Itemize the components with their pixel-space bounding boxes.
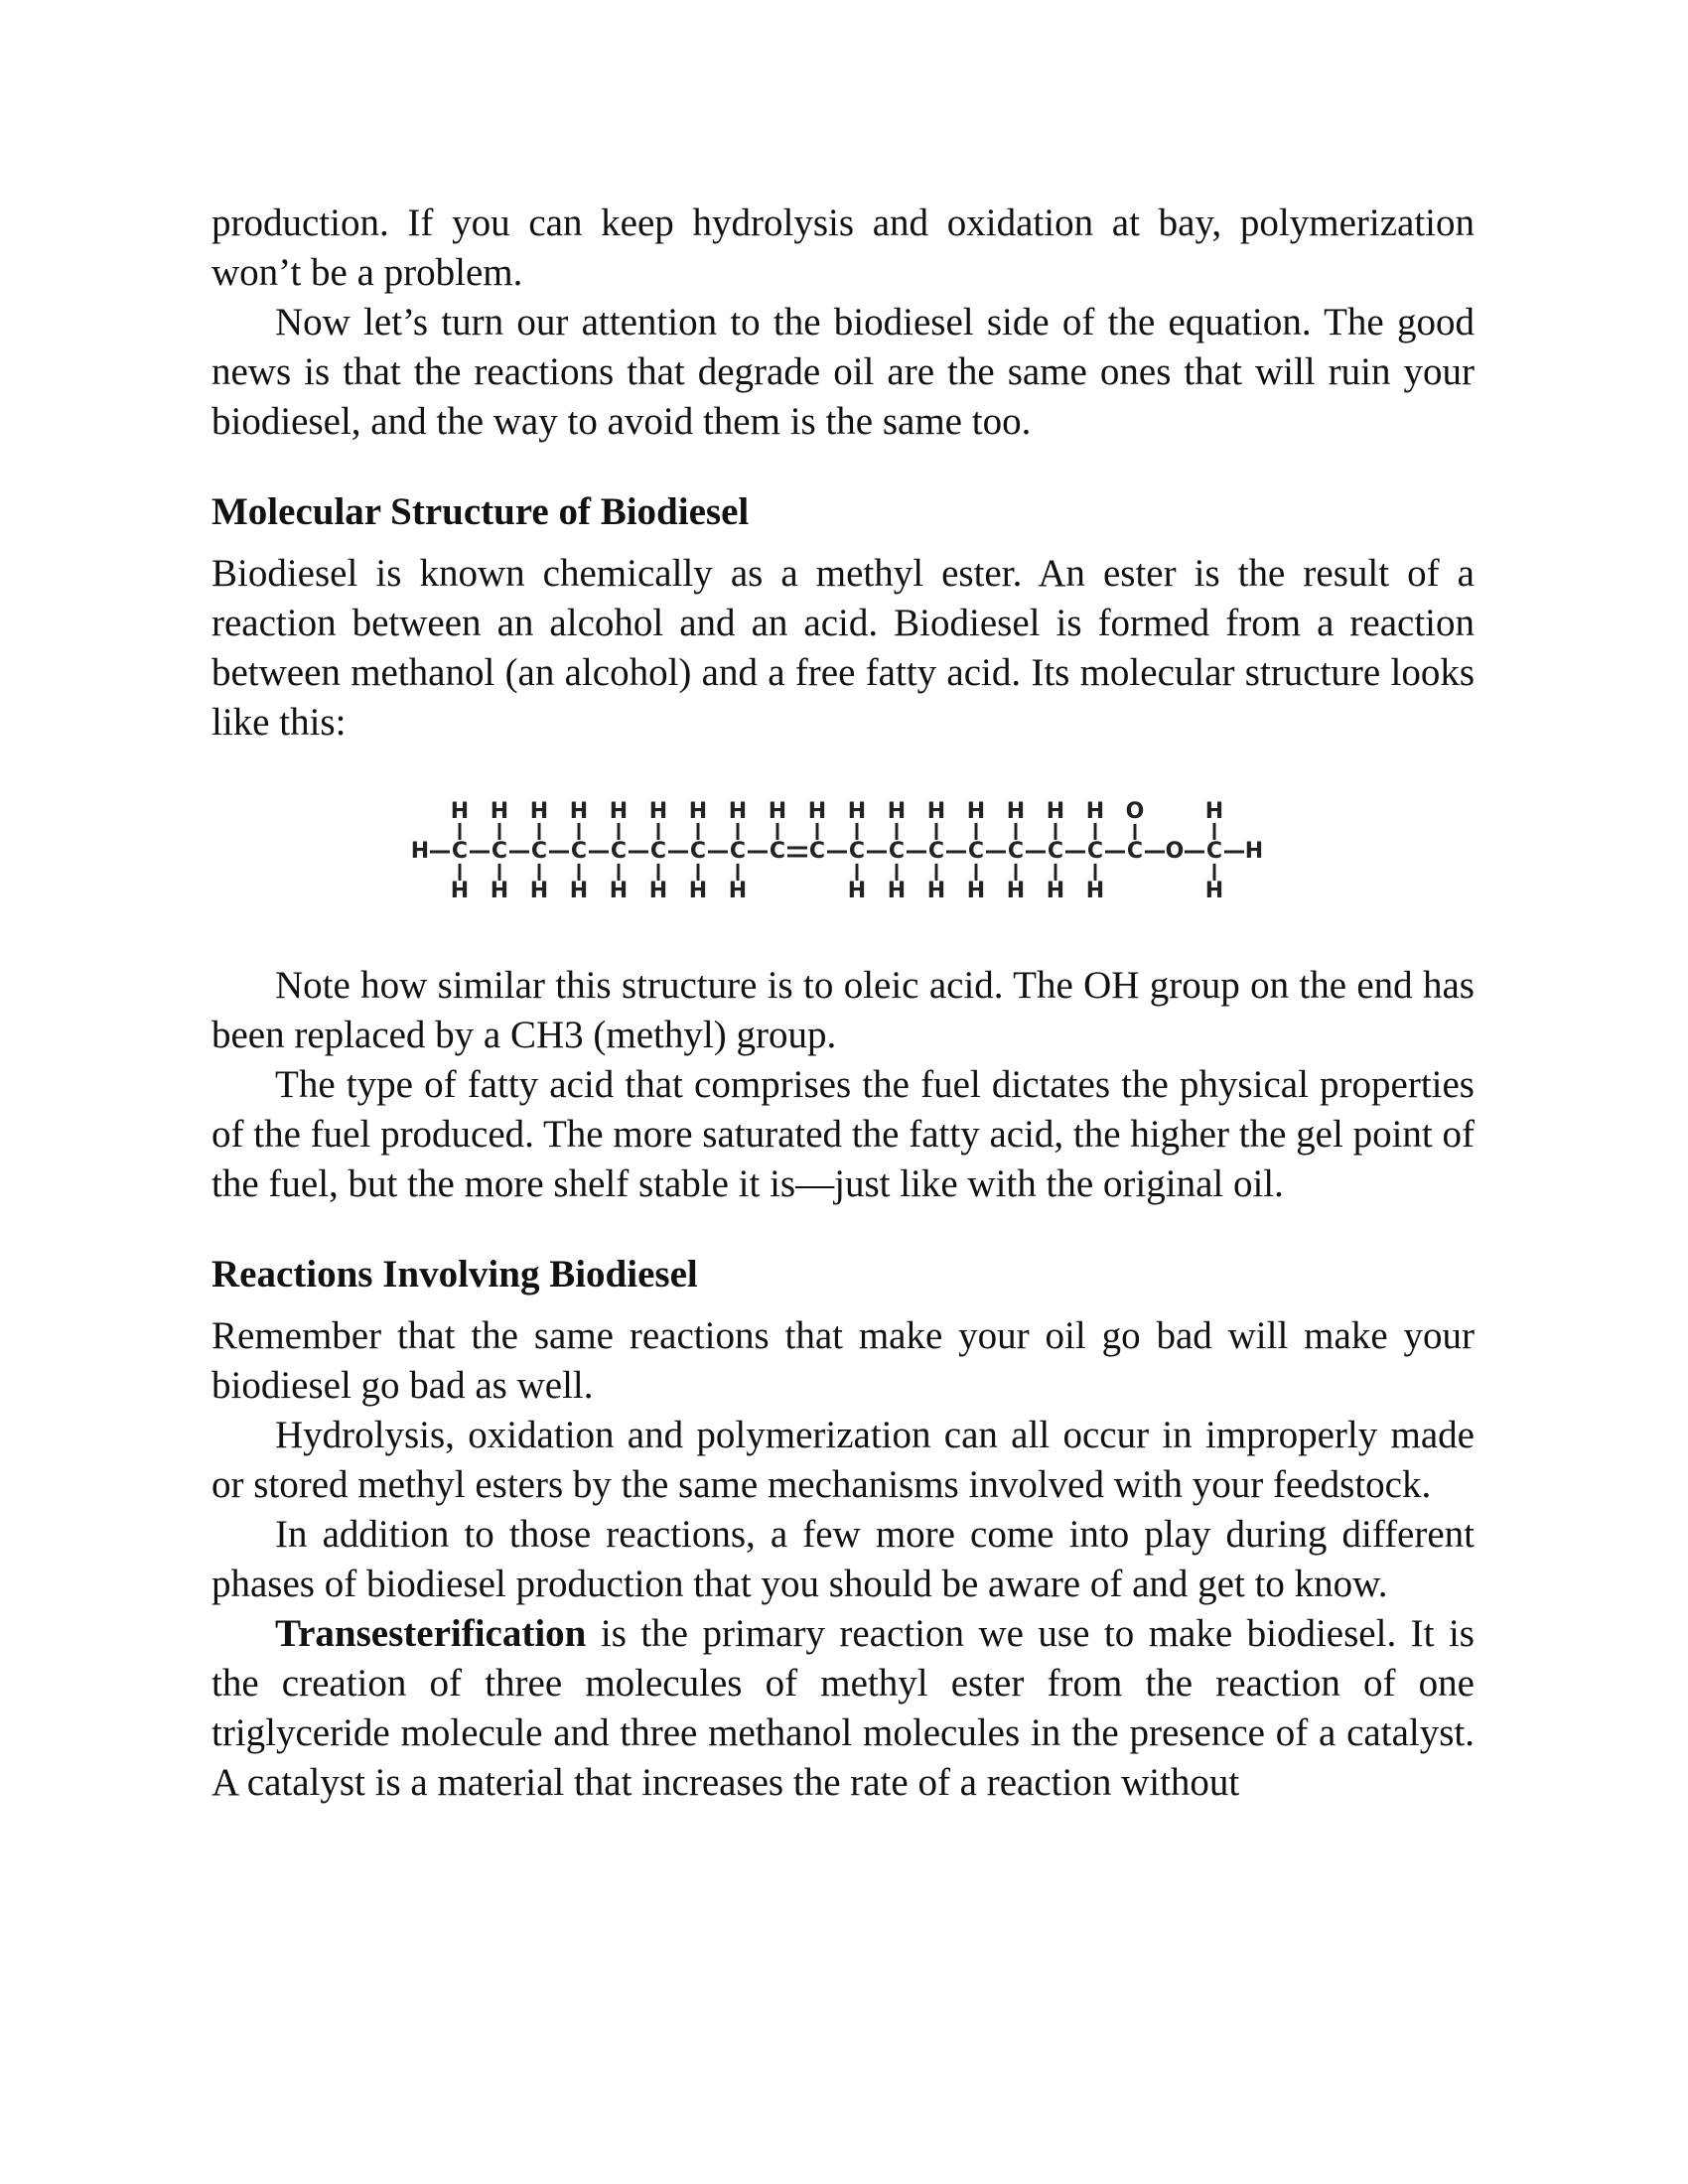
atom-h: H — [569, 799, 589, 824]
atom-h: H — [1046, 799, 1065, 824]
atom-c: C — [491, 839, 508, 864]
atom-c: C — [1007, 839, 1025, 864]
atom-h: H — [688, 879, 708, 903]
atom-c: C — [808, 839, 826, 864]
paragraph-biodiesel-side: Now let’s turn our attention to the biodiesel side of the equation. The good news is that the reactions that degrade oil are the same ones that will ruin your biodiesel, and the way to avoid them is the same too. — [211, 301, 1475, 443]
atom-h: H — [490, 799, 509, 824]
atom-h: H — [648, 879, 668, 903]
atom-h: H — [887, 879, 907, 903]
atom-h: H — [966, 799, 986, 824]
atom-h: H — [966, 879, 986, 903]
document-page — [211, 199, 1475, 1808]
atom-c: C — [1047, 839, 1064, 864]
paragraph-hydrolysis: Hydrolysis, oxidation and polymerization can all occur in improperly made or stored methyl esters by the same mechanisms involved with your feedstock. — [211, 1414, 1475, 1506]
term-transesterification: Transesterification — [275, 1612, 587, 1655]
atom-h: H — [887, 799, 907, 824]
atom-h: H — [569, 879, 589, 903]
atom-h: H — [847, 799, 867, 824]
paragraph-transesterification — [211, 1609, 1475, 1808]
paragraph-same-reactions: Remember that the same reactions that make your oil go bad will make your biodiesel go bad as well. — [211, 1314, 1475, 1407]
atom-c: C — [967, 839, 985, 864]
methyl-ester-structure — [211, 790, 1475, 904]
atom-h: H — [1006, 799, 1026, 824]
atom-o-ester: O — [1165, 839, 1185, 864]
atom-c-methyl: C — [1205, 839, 1223, 864]
paragraph-fatty-acid-properties: The type of fatty acid that comprises the fuel dictates the physical properties of the fuel produced. The more saturated the fatty acid, the higher the gel point of the fuel, but the more shelf stable it is—just like with the original oil. — [211, 1063, 1475, 1205]
atom-c: C — [649, 839, 667, 864]
atom-o-carbonyl: O — [1125, 799, 1145, 824]
atom-c: C — [927, 839, 945, 864]
atom-c: C — [451, 839, 469, 864]
heading-molecular-structure: Molecular Structure of Biodiesel — [211, 490, 750, 533]
atom-c: C — [570, 839, 588, 864]
paragraph-additional-reactions: In addition to those reactions, a few more come into play during different phases of biodiesel production that you should be aware of and get to know. — [211, 1513, 1475, 1605]
atom-h: H — [529, 799, 549, 824]
paragraph-methyl-ester: Biodiesel is known chemically as a methyl ester. An ester is the result of a reaction between an alcohol and an acid. Biodiesel is formed from a reaction between methanol (an alcohol) and a free fatty acid. Its molecular structure looks like this: — [211, 552, 1475, 744]
atom-c: C — [848, 839, 866, 864]
atom-h: H — [768, 799, 787, 824]
atom-c: C — [530, 839, 548, 864]
atom-h: H — [1006, 879, 1026, 903]
atom-h: H — [1085, 879, 1105, 903]
molecular-structure-diagram — [211, 790, 1475, 904]
atom-h: H — [1085, 799, 1105, 824]
atom-h: H — [609, 879, 629, 903]
atom-h: H — [847, 879, 867, 903]
atom-h: H — [490, 879, 509, 903]
atom-c: C — [689, 839, 707, 864]
transesterification-text: is the primary reaction we use to make biodiesel. It is the creation of three molecules of methyl ester from the reaction of one triglyceride molecule and three methanol molecules in the presence of a catalyst. A catalyst is a material that increases the rate of a reaction without — [211, 1612, 1475, 1804]
atom-c: C — [1126, 839, 1144, 864]
atom-h: H — [648, 799, 668, 824]
atom-h: H — [688, 799, 708, 824]
atom-h-terminal: H — [1244, 839, 1264, 864]
atom-h: H — [728, 799, 748, 824]
atom-h: H — [1046, 879, 1065, 903]
paragraph-oleic-acid: Note how similar this structure is to oleic acid. The OH group on the end has been replaced by a CH3 (methyl) group. — [211, 964, 1475, 1056]
atom-h: H — [728, 879, 748, 903]
atom-h: H — [609, 799, 629, 824]
atom-c: C — [888, 839, 906, 864]
atom-h: H — [807, 799, 827, 824]
atom-c: C — [729, 839, 747, 864]
atom-c: C — [1086, 839, 1104, 864]
atom-h: H — [450, 879, 470, 903]
atom-h: H — [529, 879, 549, 903]
atom-h: H — [926, 799, 946, 824]
atom-h: H — [926, 879, 946, 903]
paragraph-continued: production. If you can keep hydrolysis and oxidation at bay, polymerization won’t be a problem. — [211, 202, 1475, 294]
atom-h: H — [1204, 799, 1224, 824]
atom-c: C — [769, 839, 786, 864]
heading-reactions: Reactions Involving Biodiesel — [211, 1253, 698, 1296]
atom-h: H — [1204, 879, 1224, 903]
atom-h-terminal: H — [410, 839, 430, 864]
atom-c: C — [610, 839, 628, 864]
atom-h: H — [450, 799, 470, 824]
